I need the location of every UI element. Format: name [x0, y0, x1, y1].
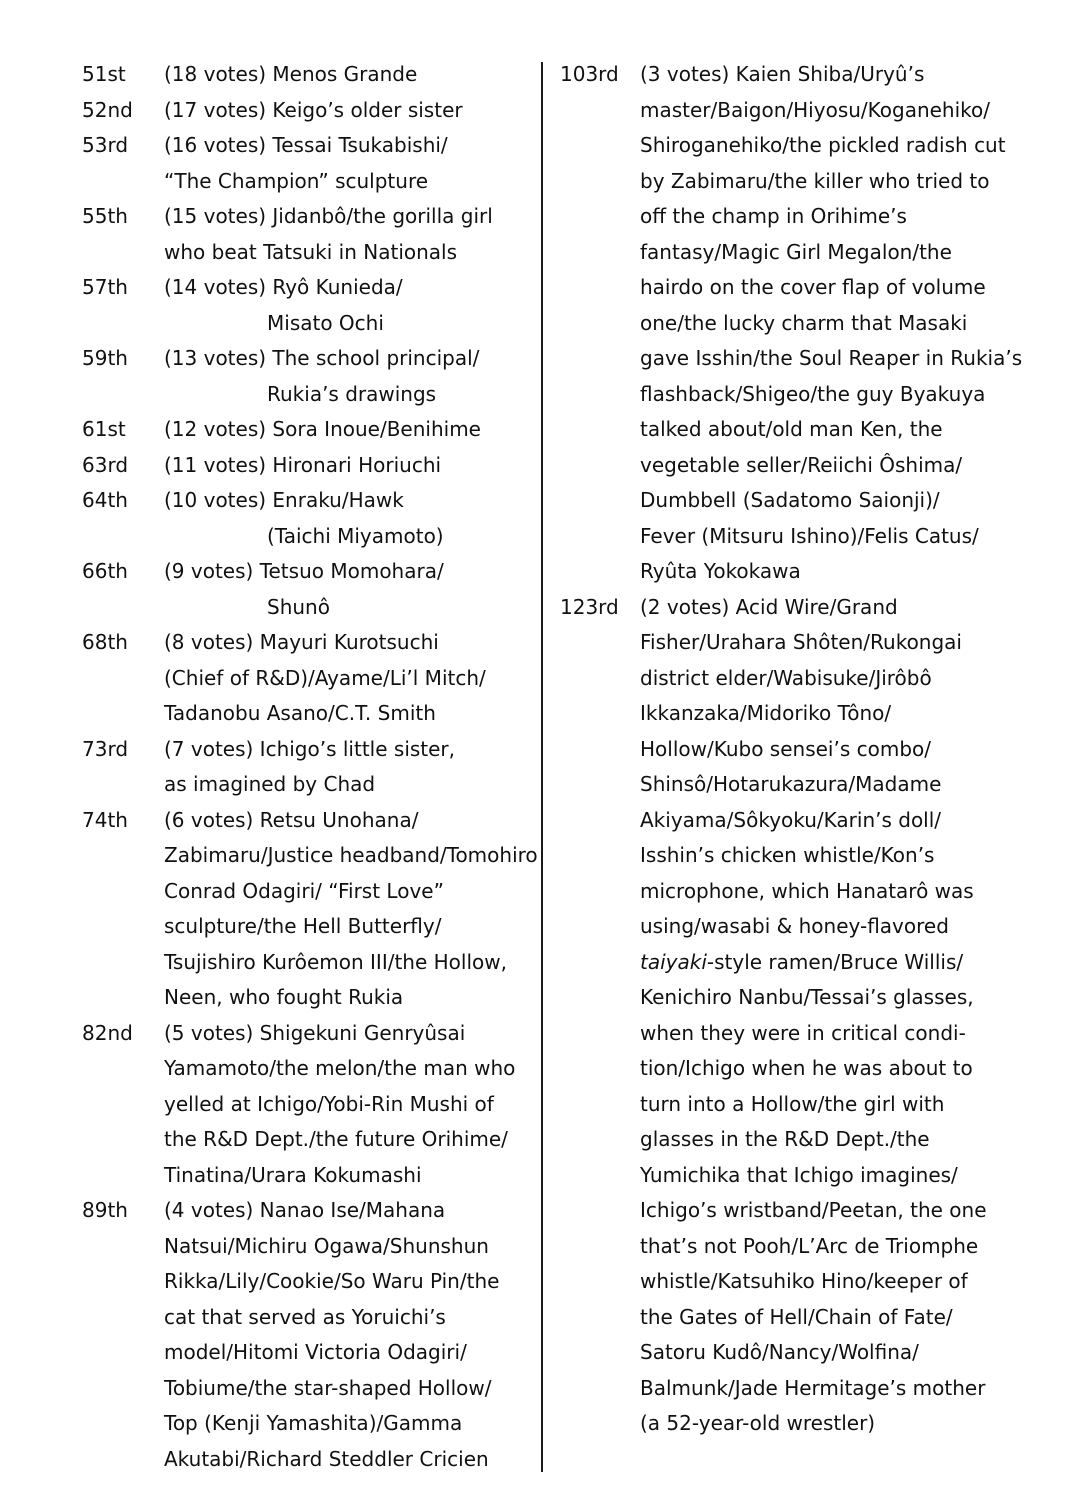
- ranking-entry: [82, 803, 538, 1016]
- ranking-entry: [82, 483, 532, 554]
- vote-names: [164, 483, 532, 554]
- entry-line: one/the lucky charm that Masaki: [640, 310, 968, 335]
- entry-line: (5 votes) Shigekuni Genryûsai: [164, 1020, 466, 1045]
- entry-line: Neen, who fought Rukia: [164, 985, 404, 1009]
- rank-label: 51st: [82, 62, 126, 86]
- entry-line: yelled at Ichigo/Yobi-Rin Mushi of: [164, 1091, 494, 1116]
- entry-line: fantasy/Magic Girl Megalon/the: [640, 239, 952, 264]
- vote-names: [164, 1016, 532, 1194]
- entry-line: (2 votes) Acid Wire/Grand: [640, 594, 898, 619]
- entry-line: by Zabimaru/the killer who tried to: [640, 168, 990, 193]
- vote-names: [164, 732, 532, 803]
- entry-line: talked about/old man Ken, the: [640, 417, 943, 441]
- entry-line: the R&D Dept./the future Orihime/: [164, 1127, 508, 1151]
- rank-label: 55th: [82, 204, 128, 228]
- entry-line: (8 votes) Mayuri Kurotsuchi: [164, 630, 439, 654]
- vote-names: [164, 803, 538, 1016]
- entry-line: (12 votes) Sora Inoue/Benihime: [164, 417, 481, 441]
- rank-label: 68th: [82, 630, 128, 654]
- ranking-entry: [82, 128, 532, 199]
- rank-label: 52nd: [82, 97, 133, 122]
- entry-line: Misato Ochi: [267, 310, 384, 335]
- entry-line: Shiroganehiko/the pickled radish cut: [640, 133, 1006, 157]
- entry-line: (7 votes) Ichigo’s little sister,: [164, 736, 456, 761]
- entry-line: (18 votes) Menos Grande: [164, 62, 418, 86]
- entry-line: sculpture/the Hell Butterfly/: [164, 914, 442, 938]
- entry-line: Tadanobu Asano/C.T. Smith: [164, 701, 436, 725]
- entry-line: Zabimaru/Justice headband/Tomohiro: [164, 843, 538, 867]
- ranking-entry: [82, 270, 532, 341]
- vote-names: [640, 57, 1040, 590]
- entry-line: (3 votes) Kaien Shiba/Uryû’s: [640, 62, 925, 86]
- vote-names: [640, 590, 1040, 1442]
- entry-line: (17 votes) Keigo’s older sister: [164, 97, 463, 122]
- entry-line: off the champ in Orihime’s: [640, 204, 907, 228]
- entry-line: cat that served as Yoruichi’s: [164, 1304, 446, 1329]
- ranking-entry: [82, 341, 532, 412]
- rank-label: 66th: [82, 559, 128, 583]
- entry-line: using/wasabi & honey-flavored: [640, 914, 949, 938]
- vote-names: [164, 625, 532, 732]
- entry-line: Yumichika that Ichigo imagines/: [640, 1162, 958, 1187]
- ranking-entry: [82, 1193, 532, 1477]
- entry-line: that’s not Pooh/L’Arc de Triomphe: [640, 1233, 979, 1258]
- rank-label: 57th: [82, 275, 128, 299]
- entry-line: whistle/Katsuhiko Hino/keeper of: [640, 1269, 968, 1293]
- rank-label: 123rd: [560, 594, 619, 619]
- entry-line: Rukia’s drawings: [267, 381, 437, 406]
- entry-line: as imagined by Chad: [164, 772, 376, 796]
- vote-names: [164, 270, 532, 341]
- entry-line: Ichigo’s wristband/Peetan, the one: [640, 1198, 987, 1222]
- rank-label: 82nd: [82, 1020, 133, 1045]
- ranking-entry: [82, 732, 532, 803]
- rank-label: 63rd: [82, 452, 129, 477]
- entry-line: Akutabi/Richard Steddler Cricien: [164, 1446, 489, 1471]
- entry-line: Dumbbell (Sadatomo Saionji)/: [640, 488, 940, 512]
- entry-line: Fisher/Urahara Shôten/Rukongai: [640, 630, 962, 654]
- entry-line: (15 votes) Jidanbô/the gorilla girl: [164, 204, 493, 228]
- entry-line: Tinatina/Urara Kokumashi: [164, 1162, 422, 1187]
- entry-line: Balmunk/Jade Hermitage’s mother: [640, 1375, 986, 1400]
- rank-label: 59th: [82, 346, 128, 370]
- ranking-entry: [560, 57, 1040, 590]
- vote-names: [164, 341, 532, 412]
- ranking-entry: [82, 93, 532, 129]
- rank-label: 74th: [82, 807, 128, 832]
- entry-line: (9 votes) Tetsuo Momohara/: [164, 559, 444, 583]
- entry-line: microphone, which Hanatarô was: [640, 878, 974, 903]
- entry-line: “The Champion” sculpture: [164, 168, 429, 193]
- entry-line: when they were in critical condi-: [640, 1020, 966, 1045]
- entry-line: Fever (Mitsuru Ishino)/Felis Catus/: [640, 523, 979, 548]
- entry-line: Ikkanzaka/Midoriko Tôno/: [640, 701, 892, 725]
- entry-line: vegetable seller/Reiichi Ôshima/: [640, 452, 963, 477]
- entry-line: model/Hitomi Victoria Odagiri/: [164, 1340, 467, 1364]
- entry-line: (6 votes) Retsu Unohana/: [164, 807, 419, 832]
- entry-line: Kenichiro Nanbu/Tessai’s glasses,: [640, 985, 974, 1009]
- column-divider: [541, 62, 543, 1472]
- vote-names: [164, 554, 532, 625]
- entry-line: glasses in the R&D Dept./the: [640, 1127, 930, 1151]
- vote-names: [164, 412, 532, 448]
- rank-label: 89th: [82, 1198, 128, 1222]
- vote-names: [164, 1193, 532, 1477]
- entry-line: Conrad Odagiri/ “First Love”: [164, 878, 444, 903]
- ranking-entry: [560, 590, 1040, 1442]
- entry-line: (Taichi Miyamoto): [267, 523, 444, 548]
- entry-line: Isshin’s chicken whistle/Kon’s: [640, 843, 935, 867]
- ranking-entry: [82, 199, 532, 270]
- rank-label: 61st: [82, 417, 126, 441]
- entry-line: Shinsô/Hotarukazura/Madame: [640, 772, 942, 796]
- vote-names: [164, 199, 532, 270]
- rank-label: 73rd: [82, 736, 129, 761]
- entry-line: hairdo on the cover flap of volume: [640, 275, 986, 299]
- entry-line: (16 votes) Tessai Tsukabishi/: [164, 133, 448, 157]
- entry-line: Natsui/Michiru Ogawa/Shunshun: [164, 1233, 489, 1258]
- entry-line: Yamamoto/the melon/the man who: [164, 1056, 516, 1080]
- entry-line: gave Isshin/the Soul Reaper in Rukia’s: [640, 346, 1023, 370]
- entry-line: (11 votes) Hironari Horiuchi: [164, 452, 442, 477]
- entry-line: flashback/Shigeo/the guy Byakuya: [640, 381, 986, 406]
- entry-line: (4 votes) Nanao Ise/Mahana: [164, 1198, 446, 1222]
- ranking-entry: [82, 1016, 532, 1194]
- entry-line: Top (Kenji Yamashita)/Gamma: [164, 1411, 463, 1435]
- entry-line: Akiyama/Sôkyoku/Karin’s doll/: [640, 807, 942, 832]
- entry-line: turn into a Hollow/the girl with: [640, 1091, 945, 1116]
- vote-names: [164, 128, 532, 199]
- rank-label: 53rd: [82, 133, 129, 157]
- entry-line: the Gates of Hell/Chain of Fate/: [640, 1304, 953, 1329]
- entry-line: (13 votes) The school principal/: [164, 346, 480, 370]
- entry-line: (14 votes) Ryô Kunieda/: [164, 275, 403, 299]
- ranking-entry: [82, 57, 532, 93]
- entry-line: Rikka/Lily/Cookie/So Waru Pin/the: [164, 1269, 500, 1293]
- entry-line: Satoru Kudô/Nancy/Wolfina/: [640, 1340, 919, 1364]
- right-column: [560, 57, 1040, 1442]
- entry-line: master/Baigon/Hiyosu/Koganehiko/: [640, 97, 991, 122]
- entry-line: who beat Tatsuki in Nationals: [164, 239, 458, 264]
- ranking-entry: [82, 448, 532, 484]
- entry-line: Tobiume/the star-shaped Hollow/: [164, 1375, 492, 1400]
- vote-names: [164, 57, 532, 93]
- entry-line: (Chief of R&D)/Ayame/Li’l Mitch/: [164, 665, 486, 690]
- entry-line: taiyaki-style ramen/Bruce Willis/: [640, 949, 964, 974]
- entry-line: Tsujishiro Kurôemon III/the Hollow,: [164, 949, 507, 974]
- ranking-entry: [82, 625, 532, 732]
- entry-line: Shunô: [267, 594, 330, 619]
- rank-label: 64th: [82, 488, 128, 512]
- rank-label: 103rd: [560, 62, 619, 86]
- vote-names: [164, 93, 532, 129]
- left-column: [82, 57, 538, 1477]
- entry-line: district elder/Wabisuke/Jirôbô: [640, 665, 932, 690]
- entry-line: (a 52-year-old wrestler): [640, 1411, 876, 1435]
- ranking-entry: [82, 554, 532, 625]
- entry-line: Ryûta Yokokawa: [640, 559, 801, 583]
- vote-names: [164, 448, 532, 484]
- entry-line: (10 votes) Enraku/Hawk: [164, 488, 404, 512]
- ranking-entry: [82, 412, 532, 448]
- entry-line: Hollow/Kubo sensei’s combo/: [640, 736, 932, 761]
- entry-line: tion/Ichigo when he was about to: [640, 1056, 973, 1080]
